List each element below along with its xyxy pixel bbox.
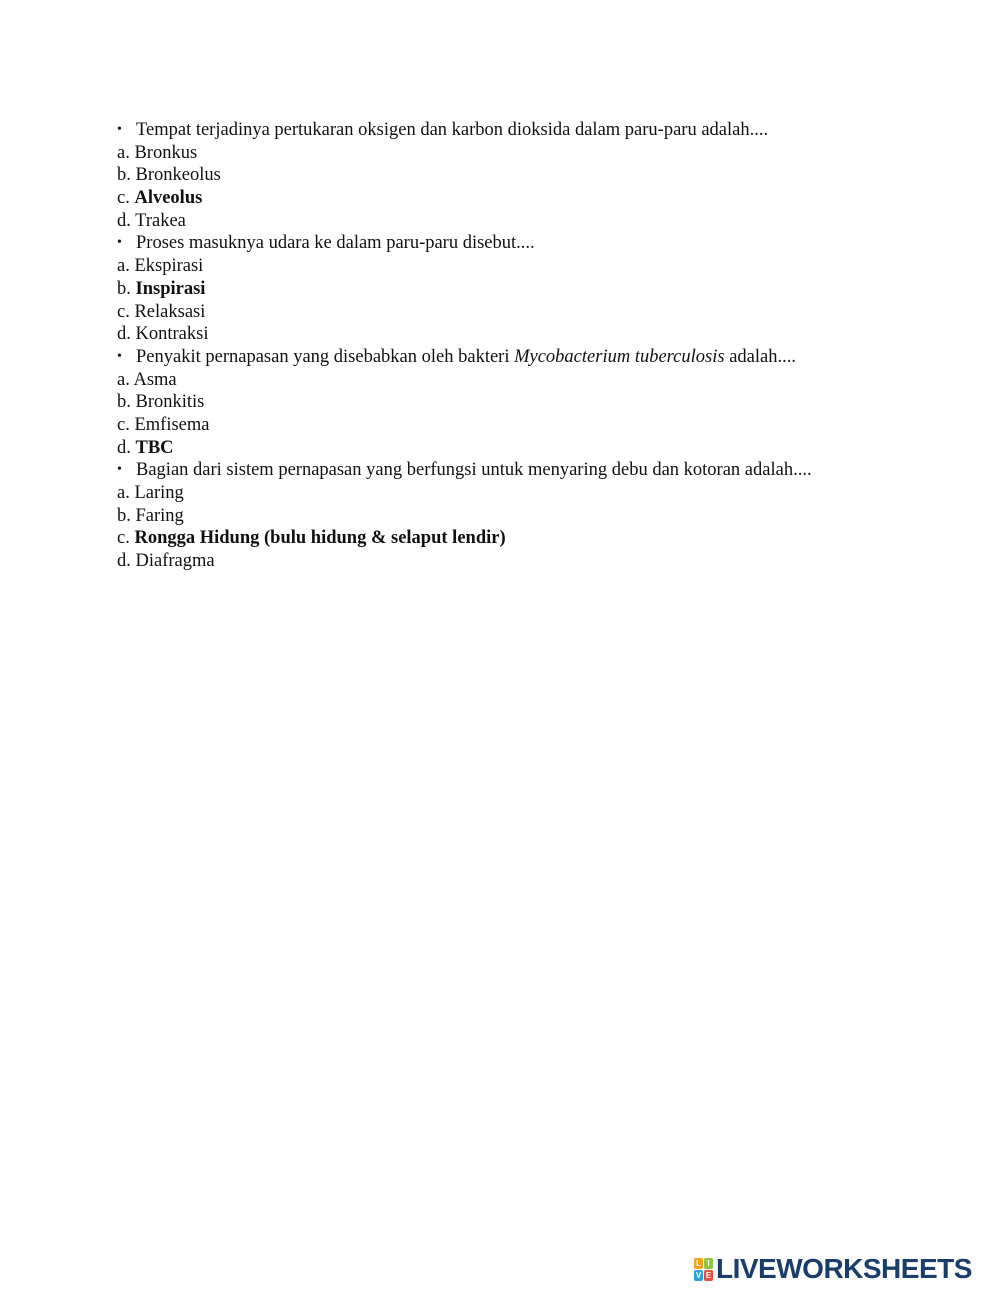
logo-mark-l: L (694, 1258, 703, 1269)
option-text: Bronkus (134, 142, 198, 163)
logo-mark-e: E (705, 1270, 712, 1280)
answer-text: Rongga Hidung (bulu hidung & selaput lendir) (134, 528, 506, 549)
species-name: Mycobacterium tuberculosis (514, 346, 725, 367)
worksheet-content (117, 119, 977, 573)
answer-text: Inspirasi (135, 278, 206, 299)
option-text: Trakea (135, 210, 186, 231)
option-text: Faring (135, 505, 184, 526)
question-3 (117, 346, 977, 369)
option-b-answer[interactable]: b. Inspirasi (117, 278, 206, 299)
logo-mark-icon (694, 1258, 713, 1281)
option-c[interactable]: c. Emfisema (117, 414, 210, 435)
bullet-icon: • (117, 235, 122, 251)
option-d[interactable]: d. Trakea (117, 210, 186, 231)
option-c-answer[interactable]: c. Alveolus (117, 188, 203, 209)
option-text: Relaksasi (134, 301, 206, 322)
liveworksheets-logo[interactable] (694, 1255, 972, 1283)
logo-text: LIVEWORKSHEETS (716, 1253, 972, 1284)
option-text: Bronkeolus (135, 165, 221, 186)
option-d[interactable]: d. Kontraksi (117, 324, 209, 345)
option-text: Bronkitis (135, 392, 205, 413)
option-a[interactable]: a. Asma (117, 369, 177, 390)
option-text: Asma (133, 369, 177, 390)
answer-text: TBC (135, 437, 174, 458)
question-text: Tempat terjadinya pertukaran oksigen dan karbon dioksida dalam paru-paru adalah.... (136, 120, 769, 140)
option-text: Kontraksi (135, 324, 209, 345)
option-b[interactable]: b. Faring (117, 505, 184, 526)
question-text-end: adalah.... (724, 346, 796, 367)
bullet-icon: • (117, 462, 122, 478)
option-c-answer[interactable]: c. Rongga Hidung (bulu hidung & selaput lendir) (117, 528, 506, 549)
question-text: Bagian dari sistem pernapasan yang berfungsi untuk menyaring debu dan kotoran adalah.... (136, 460, 812, 481)
option-text: Ekspirasi (134, 256, 204, 277)
option-d-answer[interactable]: d. TBC (117, 437, 174, 458)
logo-mark-i: I (704, 1258, 713, 1269)
option-a[interactable]: a. Laring (117, 483, 184, 503)
bullet-icon: • (117, 122, 122, 137)
option-c[interactable]: c. Relaksasi (117, 301, 206, 322)
option-text: Laring (134, 483, 184, 503)
option-b[interactable]: b. Bronkeolus (117, 165, 221, 186)
bullet-icon: • (117, 348, 122, 364)
question-text: Proses masuknya udara ke dalam paru-paru disebut.... (136, 233, 535, 254)
question-text: Penyakit pernapasan yang disebabkan oleh bakteri (136, 346, 515, 367)
answer-text: Alveolus (134, 188, 203, 209)
option-a[interactable]: a. Bronkus (117, 142, 198, 163)
question-1 (117, 119, 977, 142)
logo-mark-v: V (695, 1270, 702, 1280)
option-text: Emfisema (134, 414, 210, 435)
question-2 (117, 232, 977, 255)
option-a[interactable]: a. Ekspirasi (117, 256, 204, 277)
option-d[interactable]: d. Diafragma (117, 551, 215, 572)
option-b[interactable]: b. Bronkitis (117, 392, 205, 413)
question-4 (117, 459, 977, 482)
option-text: Diafragma (135, 551, 215, 572)
